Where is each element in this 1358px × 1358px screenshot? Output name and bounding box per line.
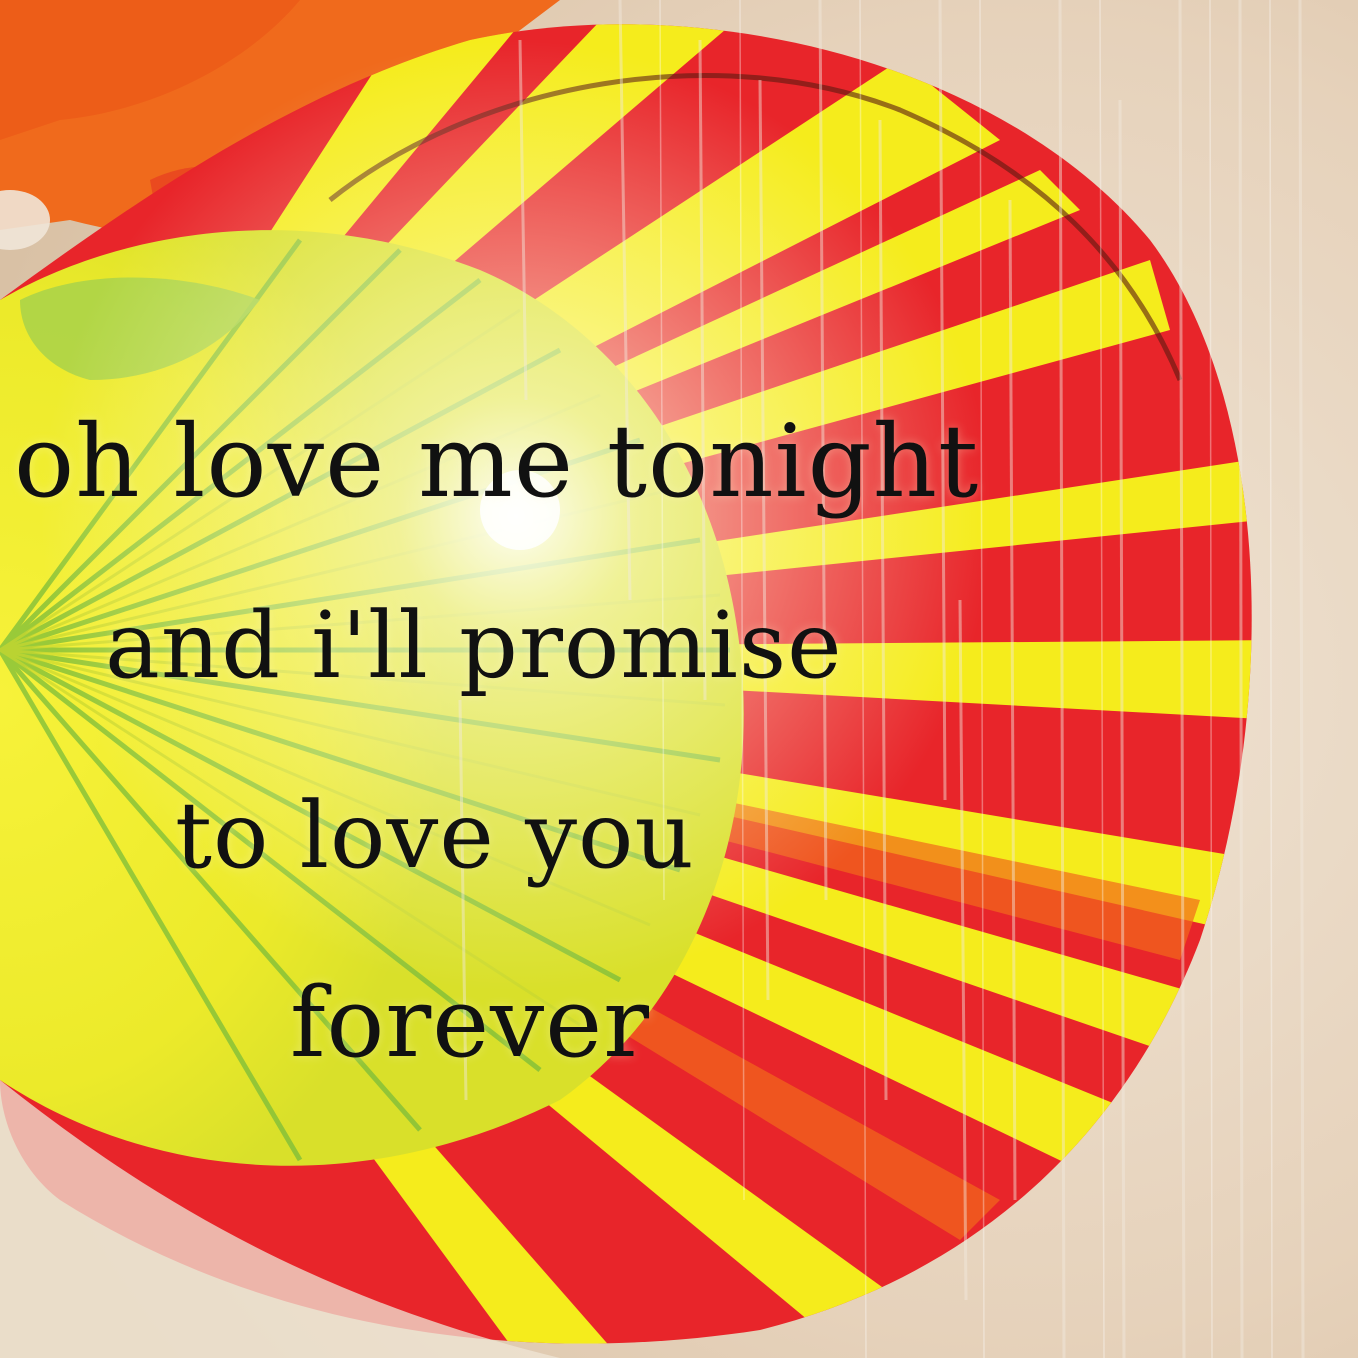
- quote-line-2: and i'll promise: [105, 592, 843, 699]
- quote-line-1: oh love me tonight: [14, 403, 980, 520]
- quote-line-3: to love you: [175, 782, 695, 889]
- quote-line-4: forever: [290, 967, 650, 1079]
